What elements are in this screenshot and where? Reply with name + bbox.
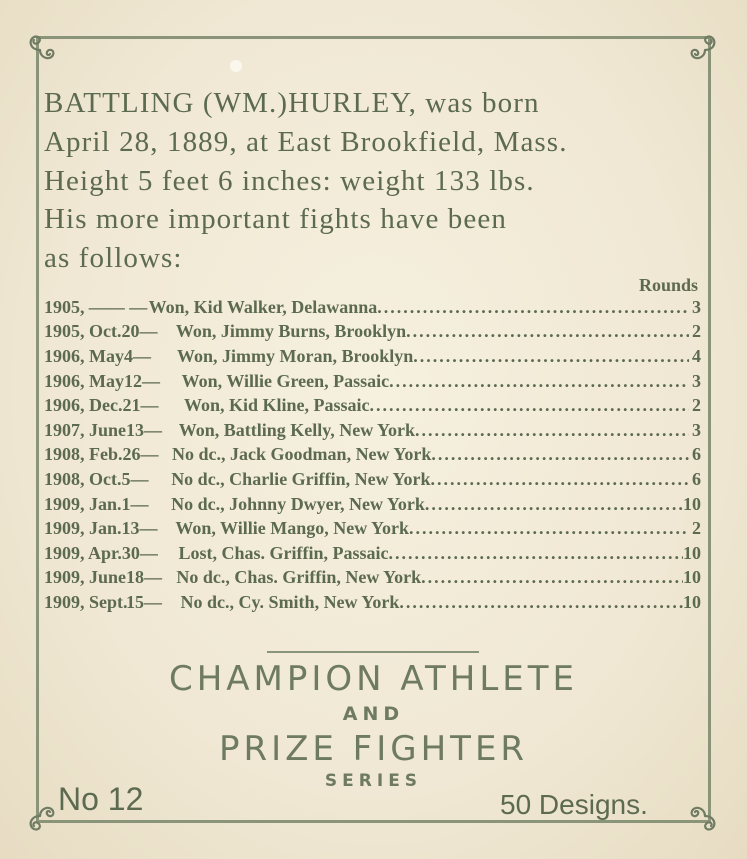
fight-date: 1906, May [44, 345, 124, 366]
leader-dots [421, 567, 683, 588]
fight-day: 21— [122, 395, 159, 416]
fight-rounds: 10 [683, 542, 701, 563]
fight-row [44, 418, 701, 443]
divider-rule [267, 651, 479, 653]
fight-day: 5— [121, 468, 149, 489]
fight-date: 1905, Oct. [44, 321, 122, 342]
fight-result: Won, Kid Kline, Passaic [183, 395, 370, 416]
fight-row [44, 566, 701, 591]
fight-day: 30— [121, 542, 158, 563]
fight-row [44, 393, 701, 418]
fight-rounds: 6 [692, 468, 701, 489]
fight-date: 1906, May [44, 370, 124, 391]
series-title-prize-fighter: PRIZE FIGHTER [218, 729, 529, 769]
leader-dots [413, 346, 689, 367]
corner-flourish-icon [685, 28, 725, 68]
bio-line: His more important fights have been [44, 203, 507, 236]
fight-record-list [44, 295, 701, 615]
corner-flourish-icon [20, 798, 60, 838]
bio-line: BATTLING (WM.)HURLEY, was born [44, 87, 540, 119]
fight-row [44, 295, 701, 320]
fight-row [44, 590, 701, 615]
fight-date: 1909, June [44, 567, 127, 588]
bio-line: as follows: [44, 242, 183, 275]
fight-result: No dc., Cy. Smith, New York [180, 591, 400, 612]
corner-flourish-icon [685, 798, 725, 838]
leader-dots [389, 371, 689, 392]
fight-row [44, 492, 701, 517]
leader-dots [389, 543, 683, 564]
fight-result: Lost, Chas. Griffin, Passaic [178, 542, 389, 563]
leader-dots [431, 469, 690, 490]
fight-row [44, 516, 701, 541]
fight-day: 13— [121, 518, 158, 539]
leader-dots [377, 297, 689, 318]
leader-dots [415, 420, 689, 441]
fight-rounds: 6 [692, 444, 701, 465]
fight-rounds: 2 [692, 518, 701, 539]
fight-row [44, 344, 701, 369]
fight-result: Won, Willie Green, Passaic [181, 370, 390, 391]
leader-dots [409, 518, 689, 539]
biography-text [44, 84, 706, 278]
series-title-and: AND [342, 703, 405, 725]
fight-rounds: 2 [692, 395, 701, 416]
fight-rounds: 10 [683, 493, 701, 514]
series-title-champion: CHAMPION ATHLETE [168, 659, 579, 699]
fight-result: Won, Kid Walker, Delawanna [148, 296, 378, 317]
fight-date: 1909, Jan. [44, 518, 122, 539]
fight-day: —— — [88, 296, 148, 317]
bio-line: April 28, 1889, at East Brookfield, Mass. [44, 125, 568, 158]
fight-day: 26— [122, 444, 159, 465]
fight-row [44, 443, 701, 468]
fight-row [44, 467, 701, 492]
series-title-series: SERIES [324, 771, 423, 791]
fight-day: 12— [124, 370, 160, 391]
leader-dots [399, 592, 683, 613]
fight-result: No dc., Chas. Griffin, New York [176, 567, 422, 588]
fight-result: Won, Jimmy Burns, Brooklyn [175, 321, 407, 342]
fight-day: 20— [121, 321, 158, 342]
fight-date: 1909, Jan. [44, 493, 122, 514]
fight-rounds: 4 [692, 345, 701, 366]
card-number: No 12 [58, 781, 144, 817]
leader-dots [406, 321, 689, 342]
fight-rounds: 2 [692, 321, 701, 342]
fight-result: No dc., Johnny Dwyer, New York [171, 493, 425, 514]
fight-rounds: 10 [683, 591, 701, 612]
fight-result: Won, Battling Kelly, New York [178, 419, 416, 440]
fight-day: 4— [124, 345, 151, 366]
fight-date: 1908, Oct. [44, 468, 122, 489]
fight-date: 1909, Sept. [44, 591, 128, 612]
fight-row [44, 369, 701, 394]
fight-result: No dc., Jack Goodman, New York [172, 444, 432, 465]
bio-line: Height 5 feet 6 inches: weight 133 lbs. [44, 164, 535, 197]
fight-date: 1908, Feb. [44, 444, 123, 465]
fight-result: Won, Willie Mango, New York [175, 518, 410, 539]
fight-row [44, 541, 701, 566]
corner-flourish-icon [20, 28, 60, 68]
fight-day: 1— [121, 493, 149, 514]
fight-rounds: 3 [692, 370, 701, 391]
fight-date: 1905, [44, 296, 85, 317]
rounds-header: Rounds [638, 275, 698, 295]
fight-row [44, 320, 701, 345]
fight-date: 1909, Apr. [44, 542, 122, 563]
fight-result: No dc., Charlie Griffin, New York [171, 468, 431, 489]
leader-dots [369, 395, 689, 416]
fight-rounds: 10 [683, 567, 701, 588]
designs-count: 50 Designs. [500, 789, 648, 820]
fight-date: 1906, Dec. [44, 395, 123, 416]
fight-day: 13— [126, 419, 162, 440]
fight-day: 18— [126, 567, 162, 588]
fight-date: 1907, June [44, 419, 127, 440]
fight-rounds: 3 [692, 296, 701, 317]
leader-dots [431, 444, 689, 465]
fight-day: 15— [126, 591, 162, 612]
leader-dots [425, 494, 683, 515]
fight-result: Won, Jimmy Moran, Brooklyn [177, 345, 414, 366]
fight-rounds: 3 [692, 419, 701, 440]
